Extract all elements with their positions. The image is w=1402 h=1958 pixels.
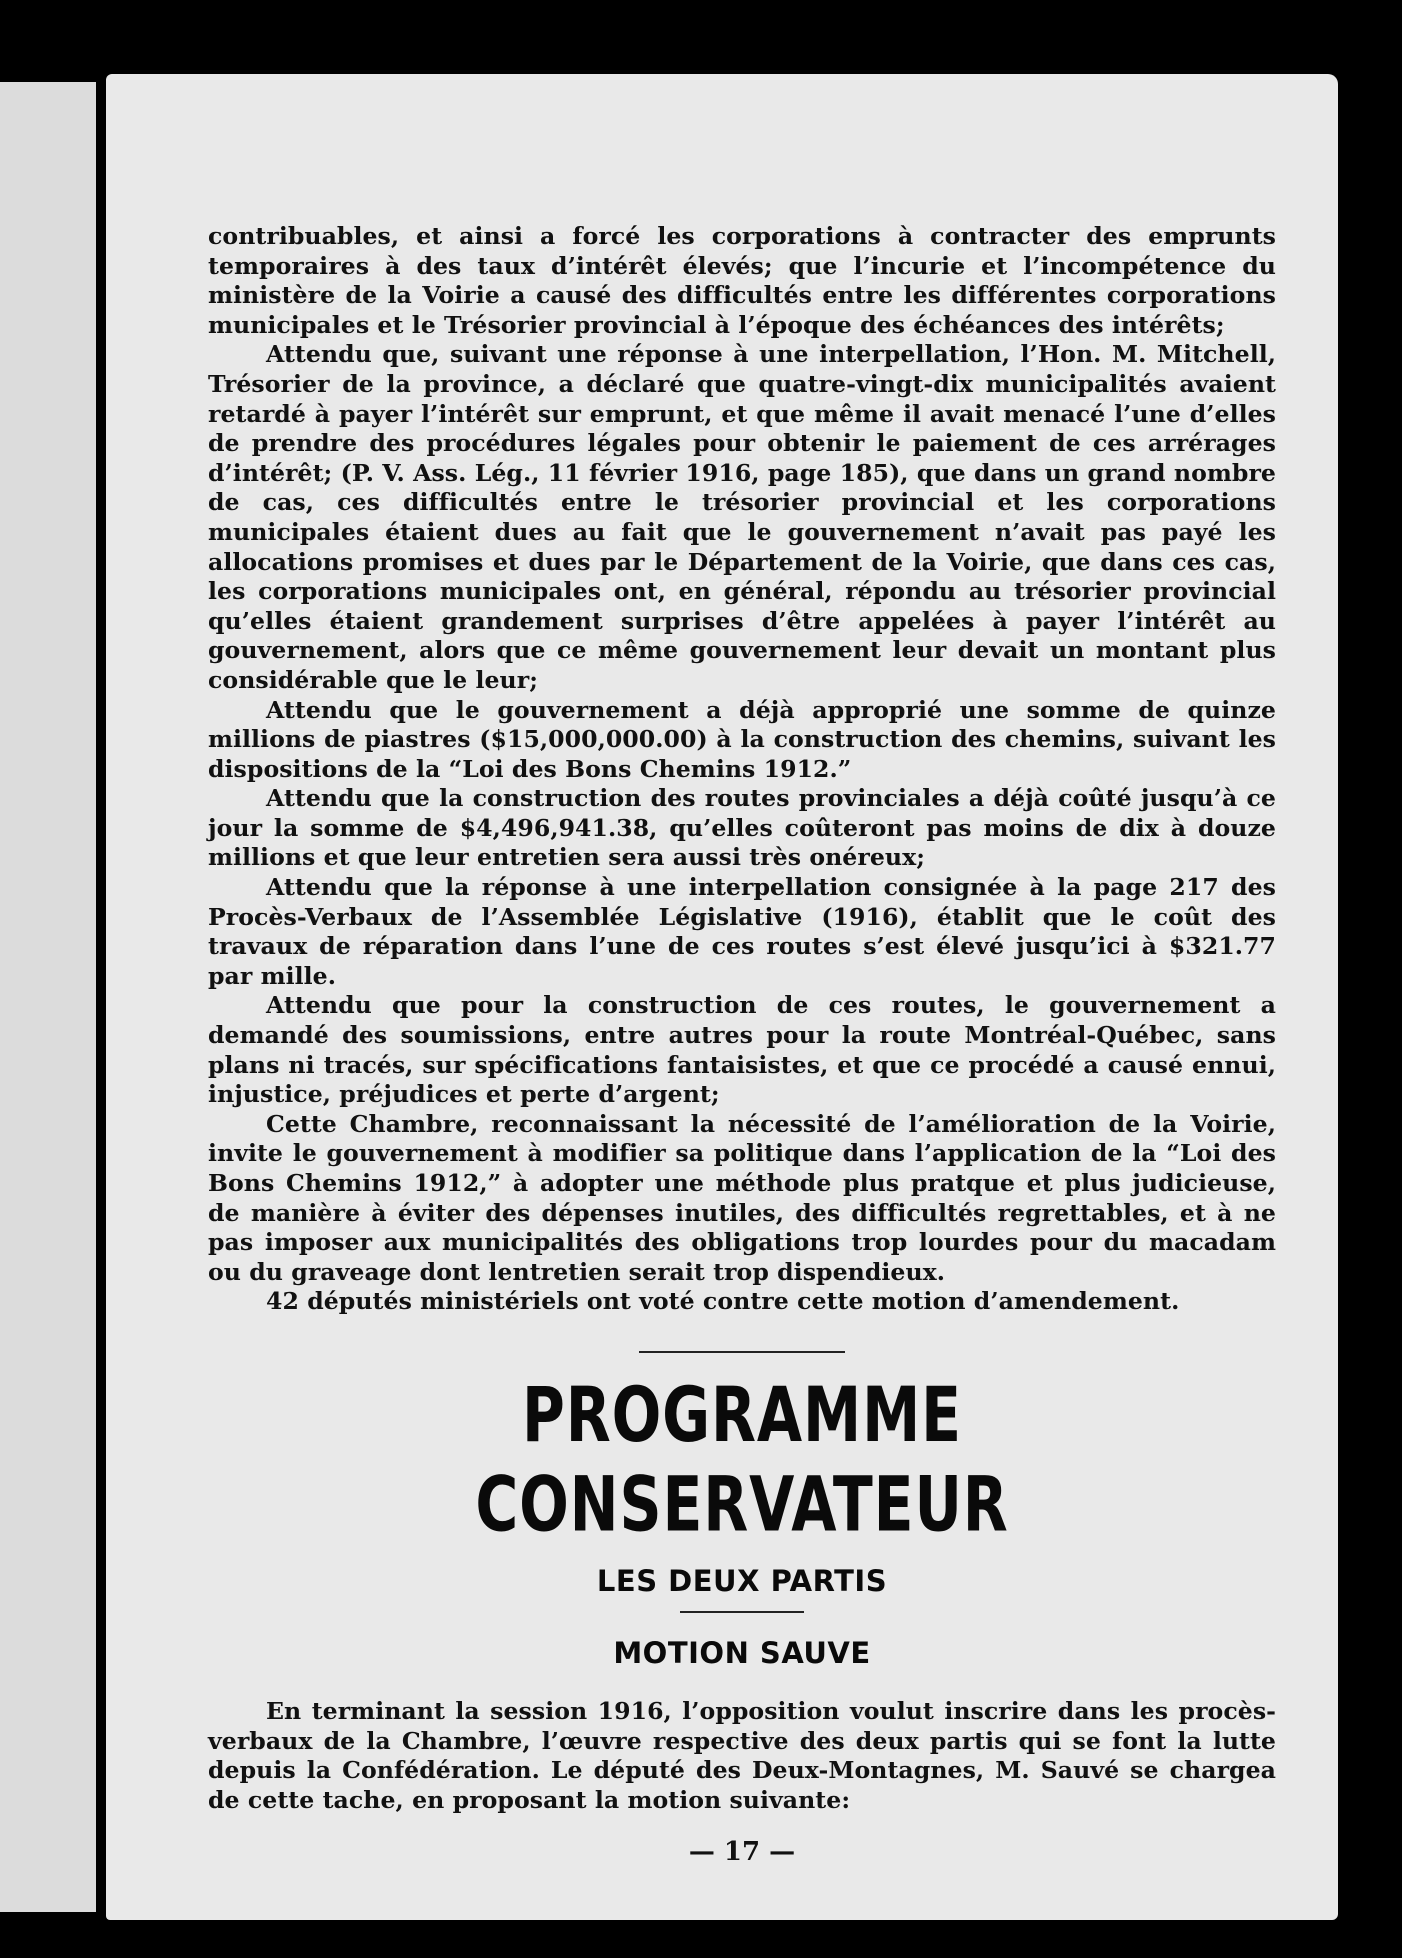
- sub-heading-parties: LES DEUX PARTIS: [596, 1563, 888, 1598]
- previous-page-edge: [0, 82, 96, 1912]
- intro-paragraph: En terminant la session 1916, l’opposition voulut inscrire dans les procès-verbaux de la Chambre, l’œuvre respective des deux partis qui se font la lutte depuis la Confédération. Le député des Deux-Montagnes, M. Sauvé se chargea de cette tache, en proposant la motion suivante:: [208, 1696, 1276, 1814]
- paragraph-1: contribuables, et ainsi a forcé les corporations à contracter des emprunts temporaires à des taux d’intérêt élevés; que l’incurie et l’incompétence du ministère de la Voirie a causé des difficultés entre les différentes corporations municipales et le Trésorier provincial à l’époque des échéances des intérêts;: [208, 222, 1276, 339]
- page-number: — 17 —: [688, 1837, 796, 1868]
- paragraph-4: Attendu que la construction des routes provinciales a déjà coûté jusqu’à ce jour la somme de $4,496,941.38, qu’elles coûteront pas moins de dix à douze millions et que leur entretien sera aussi très onéreux;: [208, 784, 1276, 872]
- page-content: [208, 222, 1276, 1867]
- paragraph-6: Attendu que pour la construction de ces routes, le gouvernement a demandé des soumissions, entre autres pour la route Montréal-Québec, sans plans ni tracés, sur spécifications fantaisistes, et que ce procédé a causé ennui, injustice, préjudices et perte d’argent;: [208, 991, 1276, 1109]
- main-heading: PROGRAMME CONSERVATEUR: [475, 1371, 1009, 1550]
- paragraph-8: 42 députés ministériels ont voté contre cette motion d’amendement.: [266, 1287, 1180, 1316]
- document-page: [106, 74, 1338, 1920]
- sub-divider: [680, 1611, 804, 1613]
- paragraph-7: Cette Chambre, reconnaissant la nécessité de l’amélioration de la Voirie, invite le gouvernement à modifier sa politique dans l’application de la “Loi des Bons Chemins 1912,” à adopter une méthode plus pratque et plus judicieuse, de manière à éviter des dépenses inutiles, des difficultés regrettables, et à ne pas imposer aux municipalités des obligations trop lourdes pour du macadam ou du graveage dont lentretien serait trop dispendieux.: [208, 1109, 1276, 1286]
- body-text-top: [208, 222, 1276, 1317]
- section-divider: [639, 1351, 845, 1353]
- paragraph-5: Attendu que la réponse à une interpellation consignée à la page 217 des Procès-Verbaux de l’Assemblée Législative (1916), établit que le coût des travaux de réparation dans l’une de ces routes s’est élevé jusqu’ici à $321.77 par mille.: [208, 873, 1276, 990]
- sub-heading-motion: MOTION SAUVE: [613, 1635, 871, 1670]
- paragraph-2: Attendu que, suivant une réponse à une interpellation, l’Hon. M. Mitchell, Trésorier de la province, a déclaré que quatre-vingt-dix municipalités avaient retardé à payer l’intérêt sur emprunt, et que même il avait menacé l’une d’elles de prendre des procédures légales pour obtenir le paiement de ces arrérages d’intérêt; (P. V. Ass. Lég., 11 février 1916, page 185), que dans un grand nombre de cas, ces difficultés entre le trésorier provincial et les corporations municipales étaient dues au fait que le gouvernement n’avait pas payé les allocations promises et dues par le Département de la Voirie, que dans ces cas, les corporations municipales ont, en général, répondu au trésorier provincial qu’elles étaient grandement surprises d’être appelées à payer l’intérêt au gouvernement, alors que ce même gouvernement leur devait un montant plus considérable que le leur;: [208, 340, 1276, 694]
- intro-text: [208, 1697, 1276, 1815]
- paragraph-3: Attendu que le gouvernement a déjà approprié une somme de quinze millions de piastres ($15,000,000.00) à la construction des chemins, suivant les dispositions de la “Loi des Bons Chemins 1912.”: [208, 695, 1276, 783]
